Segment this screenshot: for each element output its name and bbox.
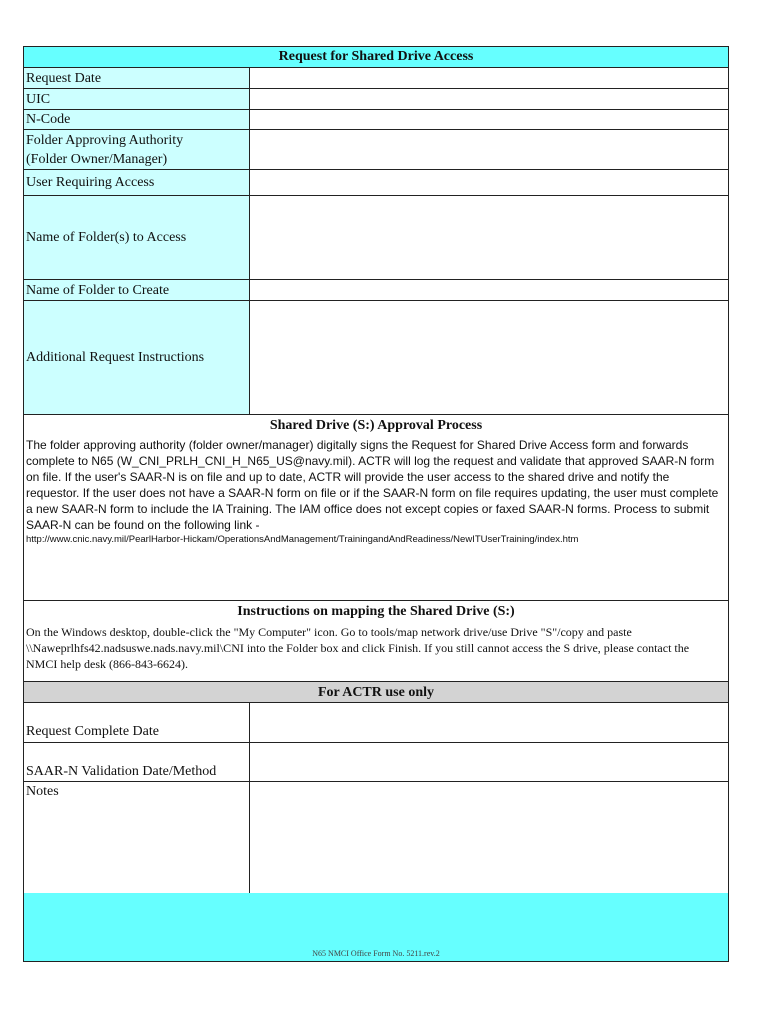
notes-row	[24, 782, 728, 895]
request-date-field[interactable]	[250, 68, 728, 88]
notes-label: Notes	[24, 782, 250, 895]
request-date-label: Request Date	[24, 68, 250, 88]
folder-create-row	[24, 280, 728, 301]
saar-validation-row	[24, 743, 728, 782]
saar-validation-field[interactable]	[250, 743, 728, 781]
folders-access-label: Name of Folder(s) to Access	[24, 196, 250, 279]
footer-band	[24, 893, 728, 961]
user-requiring-row	[24, 170, 728, 196]
folders-access-row	[24, 196, 728, 280]
ncode-field[interactable]	[250, 110, 728, 129]
mapping-section	[24, 601, 728, 682]
folder-authority-label-line1: Folder Approving Authority	[26, 133, 184, 148]
form-title: Request for Shared Drive Access	[24, 47, 728, 68]
actr-heading: For ACTR use only	[24, 682, 728, 703]
folder-create-label: Name of Folder to Create	[24, 280, 250, 300]
additional-instructions-label: Additional Request Instructions	[24, 301, 250, 414]
user-requiring-field[interactable]	[250, 170, 728, 195]
additional-instructions-field[interactable]	[250, 301, 728, 414]
mapping-text: On the Windows desktop, double-click the "My Computer" icon. Go to tools/map network drive/use Drive "S"/copy and paste \\Naweprlhfs42.nadsuswe.nads.navy.mil\CNI into the Folder box and click Finish. If you still cannot access the S drive, please contact the NMCI help desk (866-843-6624).	[26, 625, 690, 671]
approval-section	[24, 415, 728, 601]
user-requiring-label: User Requiring Access	[24, 170, 250, 195]
notes-field[interactable]	[250, 782, 728, 895]
folder-authority-label-line2: (Folder Owner/Manager)	[26, 152, 168, 167]
approval-link[interactable]: http://www.cnic.navy.mil/PearlHarbor-Hickam/OperationsAndManagement/TrainingandAndReadiness/NewITUserTraining/index.htm	[26, 534, 579, 545]
folder-authority-label	[24, 130, 250, 169]
approval-heading: Shared Drive (S:) Approval Process	[269, 418, 483, 433]
ncode-row	[24, 110, 728, 130]
request-date-row	[24, 68, 728, 89]
mapping-heading: Instructions on mapping the Shared Drive (S:)	[237, 604, 515, 619]
uic-field[interactable]	[250, 89, 728, 109]
uic-label: UIC	[24, 89, 250, 109]
request-complete-field[interactable]	[250, 703, 728, 742]
approval-text: The folder approving authority (folder owner/manager) digitally signs the Request for Shared Drive Access form and forwards complete to N65 (W_CNI_PRLH_CNI_H_N65_US@navy.mil). ACTR will log the request and validate that approved SAAR-N form on file. If the user's SAAR-N is on file and up to date, ACTR will provide the user access to the shared drive and notify the requestor. If the user does not have a SAAR-N form on file or if the SAAR-N form on file requires updating, the user must complete a new SAAR-N form to include the IA Training. The IAM office does not except copies or faxed SAAR-N forms. Process to submit SAAR-N can be found on the following link -	[26, 438, 719, 532]
ncode-label: N-Code	[24, 110, 250, 129]
folders-access-field[interactable]	[250, 196, 728, 279]
additional-instructions-row	[24, 301, 728, 415]
saar-validation-label: SAAR-N Validation Date/Method	[24, 743, 250, 781]
folder-authority-field[interactable]	[250, 130, 728, 169]
request-complete-row	[24, 703, 728, 743]
form-frame	[23, 46, 729, 962]
folder-create-field[interactable]	[250, 280, 728, 300]
form-number: N65 NMCI Office Form No. 5211.rev.2	[312, 949, 440, 958]
uic-row	[24, 89, 728, 110]
request-complete-label: Request Complete Date	[24, 703, 250, 742]
folder-authority-row	[24, 130, 728, 170]
